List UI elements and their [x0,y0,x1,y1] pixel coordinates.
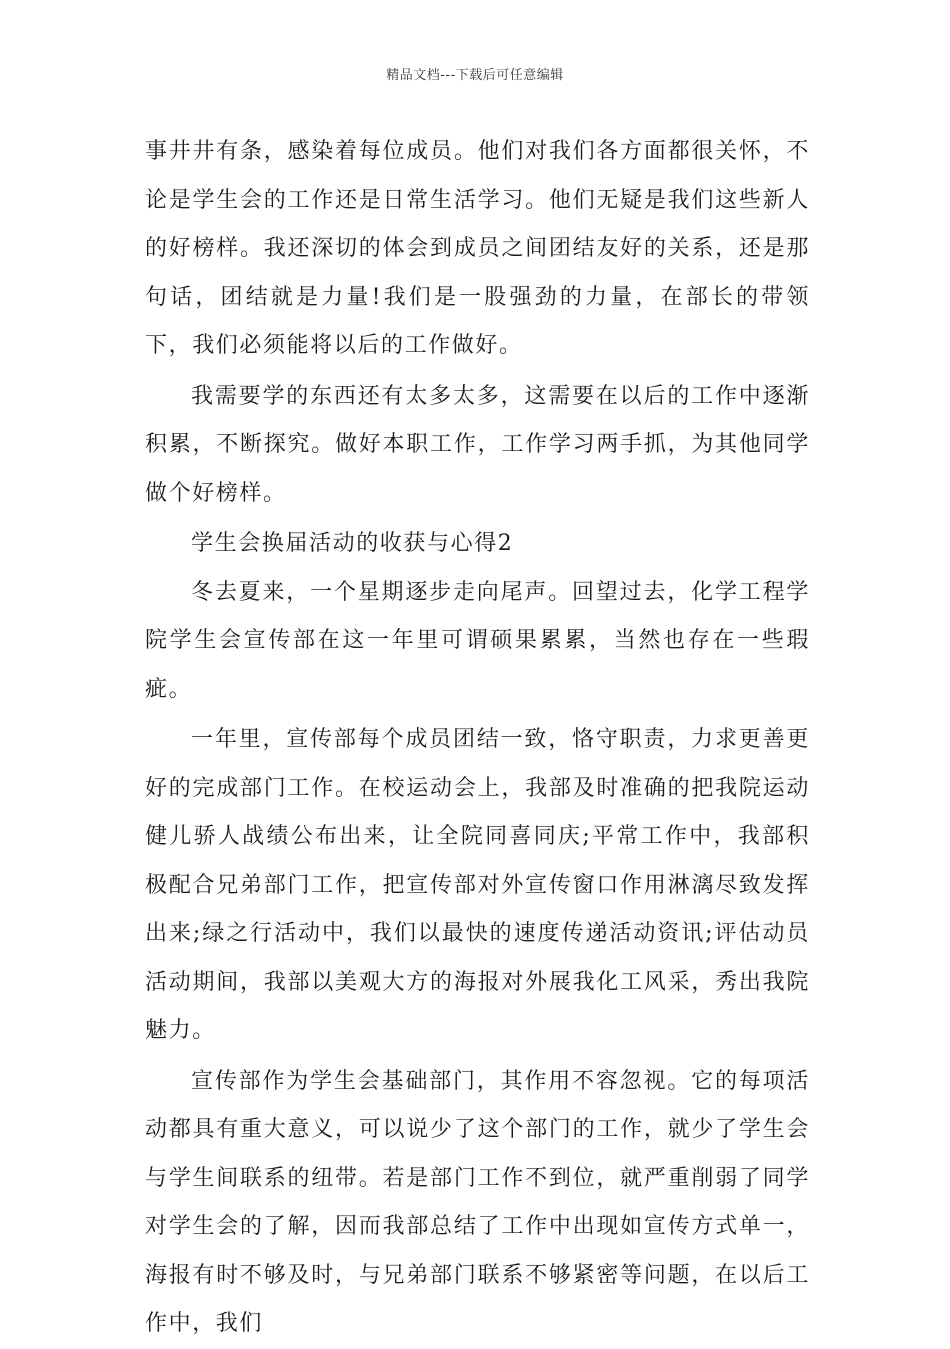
page-header: 精品文档---下载后可任意编辑 [386,68,564,83]
section-heading: 学生会换届活动的收获与心得2 [191,531,514,556]
paragraph: 我需要学的东西还有太多太多，这需要在以后的工作中逐渐积累，不断探究。做好本职工作，工作学习两手抓，为其他同学做个好榜样。 [145,383,810,506]
paragraph: 宣传部作为学生会基础部门，其作用不容忽视。它的每项活动都具有重大意义，可以说少了这个部门的工作，就少了学生会与学生间联系的纽带。若是部门工作不到位，就严重削弱了同学对学生会的了解，因而我部总结了工作中出现如宣传方式单一，海报有时不够及时，与兄弟部门联系不够紧密等问题，在以后工作中，我们 [145,1068,810,1336]
document-body [145,128,810,1349]
paragraph-continuation: 事井井有条，感染着每位成员。他们对我们各方面都很关怀，不论是学生会的工作还是日常生活学习。他们无疑是我们这些新人的好榜样。我还深切的体会到成员之间团结友好的关系，还是那句话，团结就是力量!我们是一股强劲的力量，在部长的带领下，我们必须能将以后的工作做好。 [145,139,810,358]
paragraph: 一年里，宣传部每个成员团结一致，恪守职责，力求更善更好的完成部门工作。在校运动会上，我部及时准确的把我院运动健儿骄人战绩公布出来，让全院同喜同庆;平常工作中，我部积极配合兄弟部门工作，把宣传部对外宣传窗口作用淋漓尽致发挥出来;绿之行活动中，我们以最快的速度传递活动资讯;评估动员活动期间，我部以美观大方的海报对外展我化工风采，秀出我院魅力。 [145,727,810,1043]
paragraph: 冬去夏来，一个星期逐步走向尾声。回望过去，化学工程学院学生会宣传部在这一年里可谓硕果累累，当然也存在一些瑕疵。 [145,579,810,702]
